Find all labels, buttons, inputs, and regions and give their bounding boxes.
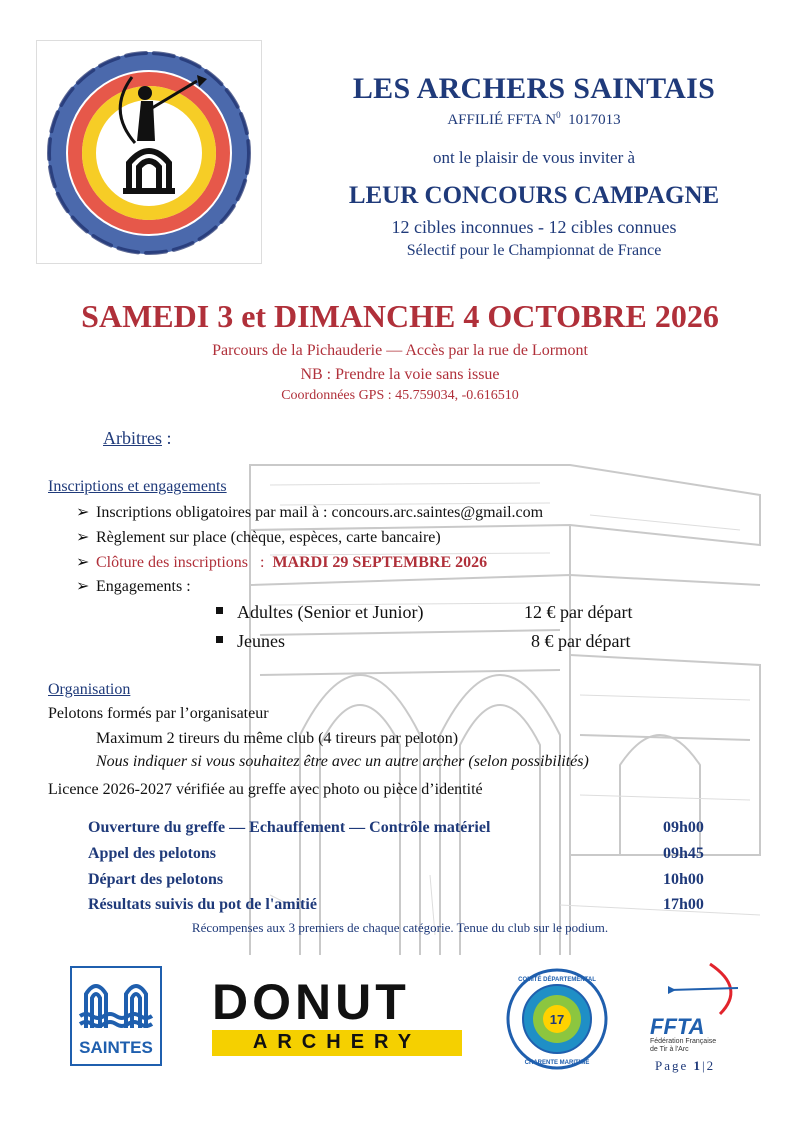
schedule-time: 10h00 — [663, 871, 704, 888]
selective-text: Sélectif pour le Championnat de France — [406, 242, 662, 259]
page-number: Page 1|2 — [655, 1058, 716, 1073]
schedule-time: 09h00 — [663, 819, 704, 836]
donut-archery-logo: DONUT ARCHERY — [212, 976, 462, 1058]
fee-price-adults: 12 € par départ — [524, 602, 633, 622]
svg-text:17: 17 — [549, 1012, 565, 1027]
affiliation: AFFILIÉ FFTA $N^0$ 1017013 — [447, 110, 621, 128]
event-note: NB : Prendre la voie sans issue — [300, 366, 500, 383]
schedule-label: Résultats suivis du pot de l'amitié — [88, 896, 317, 913]
svg-text:CHARENTE MARITIME: CHARENTE MARITIME — [524, 1060, 590, 1066]
schedule-label: Départ des pelotons — [88, 871, 224, 888]
max-text: Maximum 2 tireurs du même club (4 tireurs par peloton) — [96, 730, 459, 747]
bullet-icon — [216, 636, 223, 643]
ffta-logo: FFTA Fédération Française de Tir à l'Arc — [650, 960, 750, 1056]
arbitres-label: Arbitres : — [103, 428, 172, 448]
event-location: Parcours de la Pichauderie — Accès par la rue de Lormont — [212, 342, 588, 359]
club-logo — [36, 40, 262, 264]
fee-row-youth: Jeunes — [216, 631, 285, 652]
fee-price-youth: 8 € par départ — [531, 631, 631, 651]
rewards-text: Récompenses aux 3 premiers de chaque catégorie. Tenue du club sur le podium. — [191, 920, 609, 935]
schedule-time: 17h00 — [663, 896, 704, 913]
closing-date: MARDI 29 SEPTEMBRE 2026 — [272, 554, 488, 571]
note-text: Nous indiquer si vous souhaitez être avec un autre archer (selon possibilités) — [96, 753, 589, 770]
schedule-label: Ouverture du greffe — Echauffement — Contrôle matériel — [88, 819, 491, 836]
fees-label: ➢ Engagements : — [76, 578, 191, 595]
event-gps: Coordonnées GPS : 45.759034, -0.616510 — [281, 388, 519, 403]
arrow-icon: ➢ — [76, 504, 90, 521]
pelotons-text: Pelotons formés par l’organisateur — [48, 705, 269, 722]
event-date: SAMEDI 3 et DIMANCHE 4 OCTOBRE 2026 — [81, 298, 719, 334]
schedule-label: Appel des pelotons — [88, 845, 217, 862]
schedule-time: 09h45 — [663, 845, 704, 862]
licence-text: Licence 2026-2027 vérifiée au greffe avec photo ou pièce d’identité — [48, 781, 483, 798]
bullet-icon — [216, 607, 223, 614]
invite-text: ont le plaisir de vous inviter à — [432, 148, 636, 167]
list-item: ➢ Inscriptions obligatoires par mail à : concours.arc.saintes@gmail.com — [76, 504, 544, 521]
inscriptions-title: Inscriptions et engagements — [48, 478, 227, 495]
svg-text:COMITÉ DÉPARTEMENTAL: COMITÉ DÉPARTEMENTAL — [518, 977, 596, 983]
closing-item: ➢ Clôture des inscriptions : MARDI 29 SEPTEMBRE 2026 — [76, 554, 488, 571]
arrow-icon: ➢ — [76, 578, 90, 595]
organisation-title: Organisation — [48, 681, 131, 698]
comite-logo — [506, 968, 608, 1070]
club-name: LES ARCHERS SAINTAIS — [352, 72, 716, 105]
fee-row-adults: Adultes (Senior et Junior) — [216, 602, 423, 623]
saintes-logo: SAINTES — [70, 966, 162, 1066]
arrow-icon: ➢ — [76, 554, 90, 571]
list-item: ➢ Règlement sur place (chèque, espèces, carte bancaire) — [76, 529, 441, 546]
contest-title: LEUR CONCOURS CAMPAGNE — [348, 182, 720, 209]
targets-text: 12 cibles inconnues - 12 cibles connues — [391, 217, 677, 237]
arrow-icon: ➢ — [76, 529, 90, 546]
